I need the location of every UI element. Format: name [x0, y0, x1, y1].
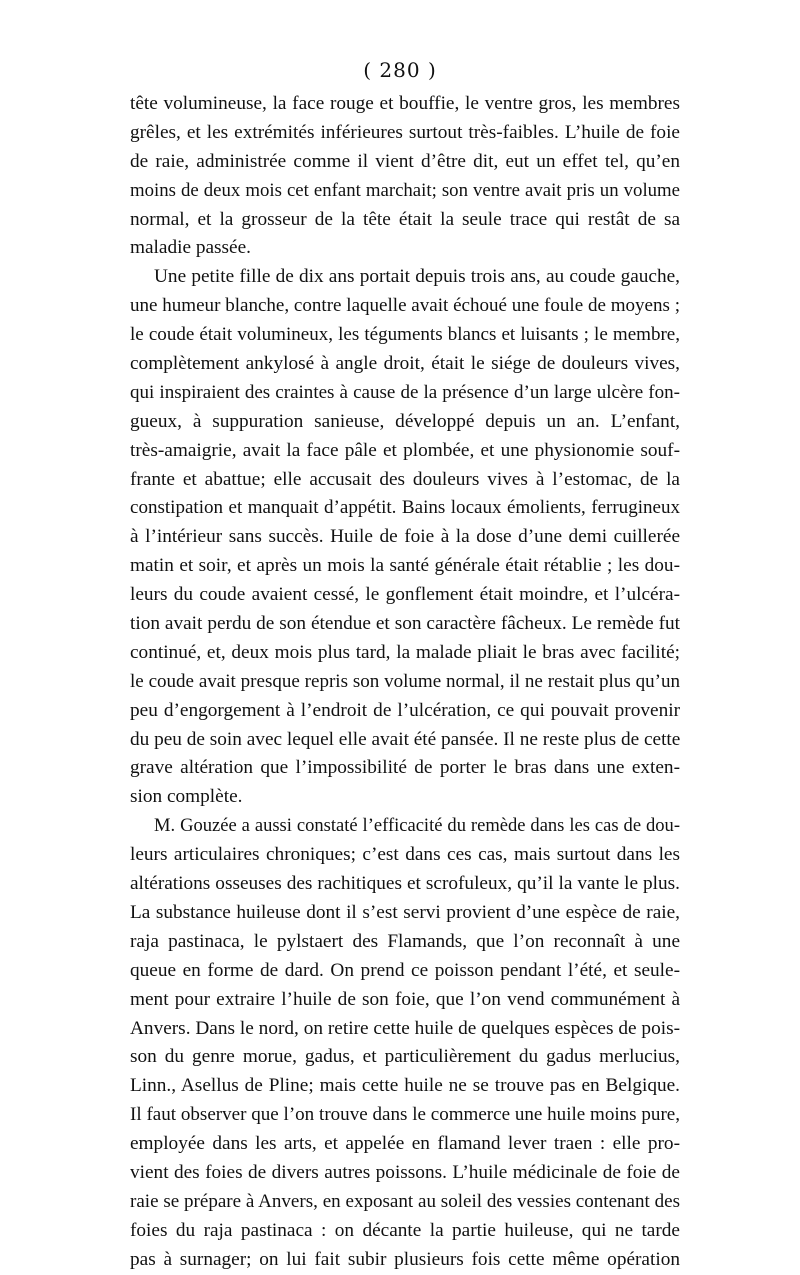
- text-line: très-amaigrie, avait la face pâle et plombée, et une physionomie souf-: [130, 439, 680, 461]
- text-line: grêles, et les extrémités inférieures surtout très-faibles. L’huile de foie: [130, 121, 680, 143]
- body-text: [130, 90, 680, 1275]
- text-line: moins de deux mois cet enfant marchait; son ventre avait pris un volume: [130, 179, 680, 201]
- text-line: qui inspiraient des craintes à cause de la présence d’un large ulcère fon-: [130, 381, 680, 403]
- text-line: La substance huileuse dont il s’est servi provient d’une espèce de raie,: [130, 901, 680, 923]
- text-line: queue en forme de dard. On prend ce poisson pendant l’été, et seule-: [130, 959, 680, 981]
- text-line: son du genre morue, gadus, et particulièrement du gadus merlucius,: [130, 1046, 680, 1068]
- page-number: ( 280 ): [363, 58, 437, 82]
- text-line: Une petite fille de dix ans portait depuis trois ans, au coude gauche,: [154, 266, 680, 288]
- paragraph-2: [130, 263, 680, 812]
- text-line: une humeur blanche, contre laquelle avait échoué une foule de moyens ;: [130, 295, 680, 317]
- text-line: matin et soir, et après un mois la santé générale était rétablie ; les dou-: [130, 555, 680, 577]
- text-line: le coude avait presque repris son volume normal, il ne restait plus qu’un: [130, 670, 680, 692]
- text-line: vient des foies de divers autres poissons. L’huile médicinale de foie de: [130, 1161, 680, 1183]
- text-line: de raie, administrée comme il vient d’être dit, eut un effet tel, qu’en: [130, 150, 680, 172]
- text-line: tête volumineuse, la face rouge et bouffie, le ventre gros, les membres: [130, 93, 680, 114]
- text-line: altérations osseuses des rachitiques et scrofuleux, qu’il la vante le plus.: [130, 873, 680, 895]
- text-line: sion complète.: [130, 786, 243, 808]
- text-line: constipation et manquait d’appétit. Bains locaux émolients, ferrugineux: [130, 497, 680, 519]
- text-line: tion avait perdu de son étendue et son caractère fâcheux. Le remède fut: [130, 613, 680, 635]
- text-line: gueux, à suppuration sanieuse, développé depuis un an. L’enfant,: [130, 410, 680, 432]
- text-line: à l’intérieur sans succès. Huile de foie à la dose d’une demi cuillerée: [130, 526, 680, 548]
- text-line: ment pour extraire l’huile de son foie, que l’on vend communément à: [130, 988, 680, 1010]
- text-line: leurs articulaires chroniques; c’est dans ces cas, mais surtout dans les: [130, 844, 680, 866]
- text-line: du peu de soin avec lequel elle avait été pansée. Il ne reste plus de cette: [130, 728, 681, 750]
- text-line: frante et abattue; elle accusait des douleurs vives à l’estomac, de la: [130, 468, 680, 490]
- text-line: foies du raja pastinaca : on décante la partie huileuse, qui ne tarde: [130, 1219, 680, 1241]
- text-line: complètement ankylosé à angle droit, était le siége de douleurs vives,: [130, 353, 680, 375]
- text-line: grave altération que l’impossibilité de porter le bras dans une exten-: [130, 757, 680, 779]
- text-line: pas à surnager; on lui fait subir plusieurs fois cette même opération: [130, 1248, 680, 1270]
- text-line: raja pastinaca, le pylstaert des Flamands, que l’on reconnaît à une: [130, 930, 680, 952]
- text-line: peu d’engorgement à l’endroit de l’ulcération, ce qui pouvait provenir: [130, 699, 680, 721]
- text-line: normal, et la grosseur de la tête était la seule trace qui restât de sa: [130, 208, 680, 230]
- paragraph-3: [130, 812, 680, 1274]
- text-line: Linn., Asellus de Pline; mais cette huile ne se trouve pas en Belgique.: [130, 1075, 680, 1097]
- text-line: raie se prépare à Anvers, en exposant au soleil des vessies contenant des: [130, 1190, 680, 1212]
- text-line: le coude était volumineux, les téguments blancs et luisants ; le membre,: [130, 324, 680, 346]
- text-line: employée dans les arts, et appelée en flamand lever traen : elle pro-: [130, 1133, 680, 1155]
- text-line: maladie passée.: [130, 237, 251, 259]
- text-line: Il faut observer que l’on trouve dans le commerce une huile moins pure,: [130, 1104, 680, 1126]
- text-line: continué, et, deux mois plus tard, la malade pliait le bras avec facilité;: [130, 641, 680, 663]
- text-line: M. Gouzée a aussi constaté l’efficacité du remède dans les cas de dou-: [154, 815, 680, 837]
- paragraph-1: [130, 90, 680, 263]
- text-line: Anvers. Dans le nord, on retire cette huile de quelques espèces de pois-: [130, 1017, 680, 1039]
- text-line: leurs du coude avaient cessé, le gonflement était moindre, et l’ulcéra-: [130, 584, 680, 606]
